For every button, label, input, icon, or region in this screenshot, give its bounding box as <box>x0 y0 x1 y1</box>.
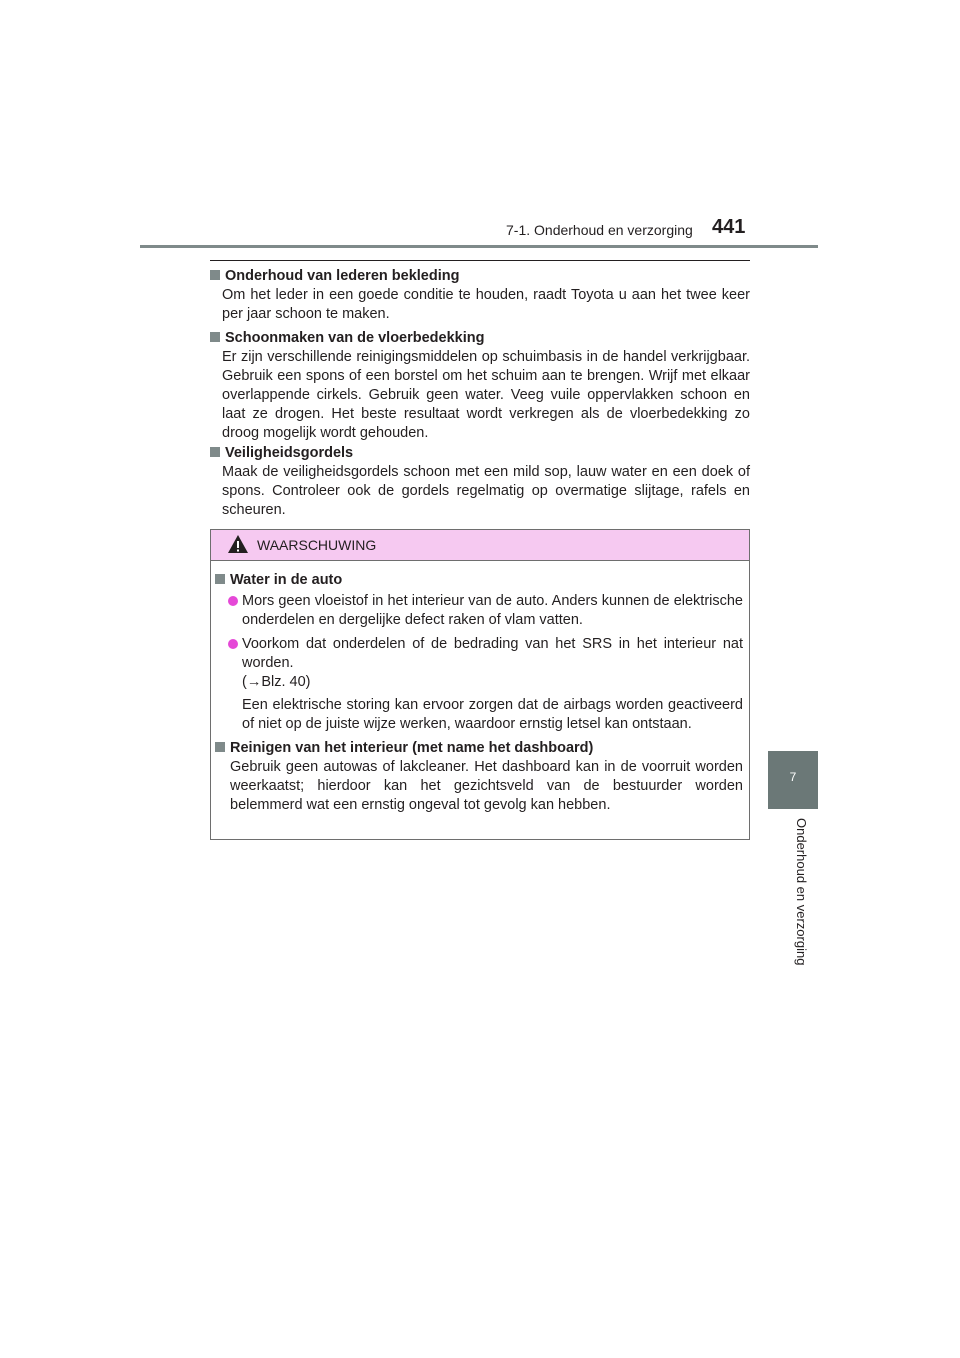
warning-triangle-icon <box>227 534 249 554</box>
warning-box <box>210 529 750 840</box>
section-body: Maak de veiligheidsgordels schoon met een mild sop, lauw water en een doek of spons. Controleer ook de gordels regelmatig op overmatige slijtage, rafels en scheuren. <box>222 464 750 518</box>
section-heading: Schoonmaken van de vloerbedekking <box>225 330 485 346</box>
round-bullet-icon <box>228 639 238 649</box>
warning-bullet: Voorkom dat onderdelen of de bedrading van het SRS in het interieur nat worden. <box>242 636 743 671</box>
section-seatbelts <box>210 443 750 520</box>
warning-title: WAARSCHUWING <box>257 537 377 553</box>
section-body: Om het leder in een goede conditie te houden, raadt Toyota u aan het twee keer per jaar schoon te maken. <box>222 287 750 322</box>
section-carpet <box>210 328 750 443</box>
warning-item-water <box>211 570 751 734</box>
header-rule <box>140 245 818 248</box>
warning-header <box>211 530 749 561</box>
section-heading: Veiligheidsgordels <box>225 445 354 461</box>
section-body: Er zijn verschillende reinigingsmiddelen op schuimbasis in de handel verkrijgbaar. Gebruik een spons of een borstel om het schuim aan te brengen. Wrijf met elkaar overlappende cirkels. Gebruik geen water. Veeg vuile oppervlakken schoon en laat ze drogen. Het beste resultaat wordt verkregen als de vloerbedekking zo droog mogelijk wordt gehouden. <box>222 349 750 441</box>
section-leather <box>210 266 750 324</box>
warning-item-heading: Water in de auto <box>230 572 343 588</box>
section-heading: Onderhoud van lederen bekleding <box>225 268 460 284</box>
square-bullet-icon <box>215 742 225 752</box>
warning-item-heading: Reinigen van het interieur (met name het dashboard) <box>230 740 594 756</box>
page-number: 441 <box>712 216 746 238</box>
warning-item-interior <box>211 738 751 815</box>
page-reference: (→Blz. 40) <box>242 674 311 690</box>
square-bullet-icon <box>215 574 225 584</box>
square-bullet-icon <box>210 270 220 280</box>
side-tab-number: 7 <box>789 770 797 784</box>
chapter-title: 7-1. Onderhoud en verzorging <box>506 222 693 238</box>
side-tab-label: Onderhoud en verzorging <box>794 818 809 966</box>
top-rule <box>210 260 750 261</box>
round-bullet-icon <box>228 596 238 606</box>
square-bullet-icon <box>210 447 220 457</box>
warning-note: Een elektrische storing kan ervoor zorgen dat de airbags worden geactiveerd of niet op de juiste wijze werken, waardoor ernstig letsel kan ontstaan. <box>242 697 743 732</box>
square-bullet-icon <box>210 332 220 342</box>
warning-bullet: Mors geen vloeistof in het interieur van de auto. Anders kunnen de elektrische onderdelen en dergelijke defect raken of vlam vatten. <box>242 593 743 628</box>
warning-body: Gebruik geen autowas of lakcleaner. Het dashboard kan in de voorruit worden weerkaatst; hierdoor kan het gezichtsveld van de bestuurder worden belemmerd wat een ernstig ongeval tot gevolg kan hebben. <box>230 759 743 813</box>
